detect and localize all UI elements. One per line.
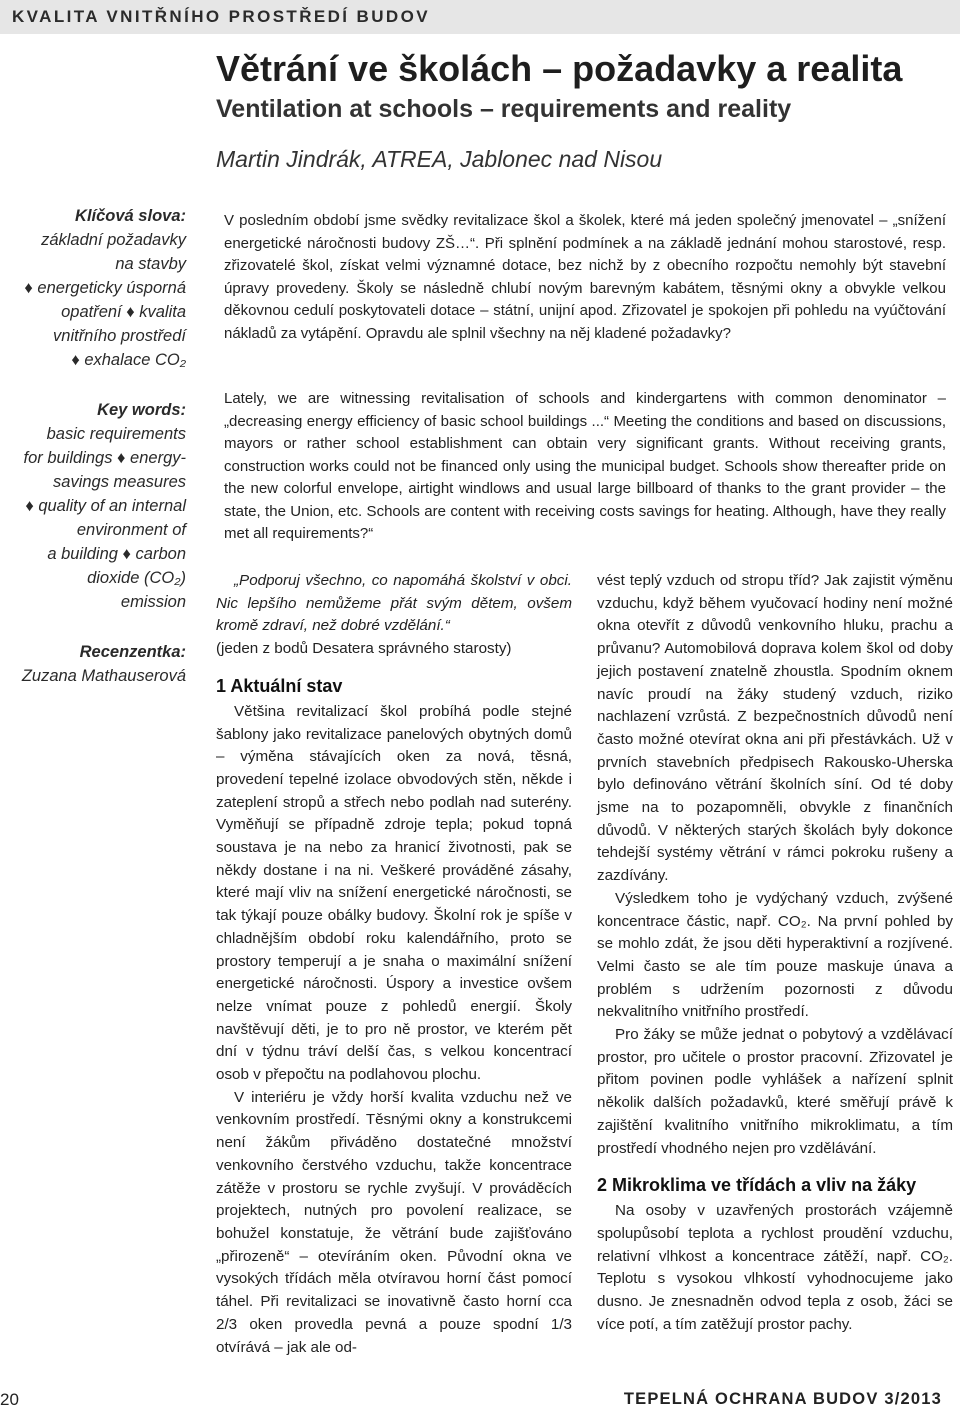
keyword-line: vnitřního prostředí (53, 327, 186, 345)
keyword-line: environment of (76, 521, 186, 539)
article-author: Martin Jindrák, ATREA, Jablonec nad Nisou (216, 146, 663, 172)
keywords-cz (0, 204, 186, 372)
keyword-line: ♦ exhalace CO₂ (71, 351, 186, 369)
keywords-en (0, 398, 186, 614)
article-title-en: Ventilation at schools – requirements and reality (216, 95, 792, 123)
paragraph: Pro žáky se může jednat o pobytový a vzdělávací prostor, pro učitele o prostor pracovní. Zřizovatel je přitom povinen podle vyhlášek a nařízení splnit několik dalších požadavků, které směřují právě k zajištění kvalitního vnitřního mikroklimatu, a tím prostředí vhodného nejen pro vzdělávání. (597, 1026, 953, 1157)
keyword-line: základní požadavky (41, 231, 186, 249)
reviewer-heading: Recenzentka: (79, 643, 186, 661)
keyword-line: na stavby (115, 255, 186, 273)
motto-quote: „Podporuj všechno, co napomáhá školství v obci. Nic lepšího nemůžeme přát svým dětem, ovšem kromě zdraví, než dobré vzdělání.“ (216, 572, 572, 635)
section-heading-1: 1 Aktuální stav (216, 675, 343, 696)
page-number: 20 (0, 1390, 19, 1409)
keyword-line: basic requirements (46, 425, 186, 443)
paragraph: Výsledkem toho je vydýchaný vzduch, zvýšené koncentrace částic, např. CO₂. Na první pohled by se mohlo zdát, že jsou děti hyperaktivní a rozjívené. Velmi často se ale tím pouze maskuje únava a problém s udržením pozornosti z důvodu nekvalitního vnitřního prostředí. (597, 889, 953, 1021)
keyword-line: emission (120, 593, 186, 611)
keywords-en-heading: Key words: (97, 401, 186, 419)
paragraph: Na osoby v uzavřených prostorách vzájemně spolupůsobí teplota a rychlost proudění vzduchu, relativní vlhkost a koncentrace zátěží, např. CO₂. Teplotu s vysokou vlhkostí vyhodnocujeme jako dusno. Je znesnadněn odvod tepla z osob, žáci se více potí, a tím zatěžují prostor pachy. (597, 1202, 953, 1333)
reviewer-name: Zuzana Mathauserová (21, 667, 186, 685)
keyword-line: for buildings ♦ energy- (23, 449, 186, 467)
keyword-line: a building ♦ carbon (47, 545, 186, 563)
keywords-cz-heading: Klíčová slova: (75, 207, 186, 225)
section-title: KVALITA VNITŘNÍHO PROSTŘEDÍ BUDOV (12, 7, 430, 26)
paragraph: vést teplý vzduch od stropu tříd? Jak zajistit výměnu vzduchu, když během vyučovací hodiny není možné okna otevřít z důvodů venkovního hluku, prachu a průvanu? Automobilová doprava kolem škol od doby jejich postavení znatelně zhoustla. Spodním oknem navíc proudí na žáky studený vzduch, riziko nachlazení vzrůstá. Z bezpečnostních důvodů není často možné otevírat okna ani při přestávkách. Už v prvních stavebních předpisech Rakousko-Uherska bylo definováno větrání školních síní. Od té doby jsme na to pozapomněli, obvykle z finančních důvodů. V některých starých školách byly dokonce tehdejší systémy větrání v rámci pokroku rušeny a zazdívány. (597, 572, 953, 885)
keyword-line: ♦ quality of an internal (25, 497, 186, 515)
motto-source: (jeden z bodů Desatera správného starosty) (216, 640, 512, 658)
keyword-line: opatření ♦ kvalita (61, 303, 186, 321)
abstract-en: Lately, we are witnessing revitalisation of schools and kindergartens with common denominator – „decreasing energy efficiency of basic school buildings ...“ Meeting the conditions and based on discussions, mayors or rather school establishment can obtain very significant grants. Without receiving grants, construction works could not be financed only using the municipal budget. Schools show thereafter pride on the new colorful envelope, airtight windlows and usual large billboard of thanks to the grant provider – the state, the Union, etc. Schools are content with receiving costs savings for heating. Although, have they really met all requirements?“ (224, 390, 946, 542)
keyword-line: savings measures (53, 473, 186, 491)
reviewer (0, 640, 186, 688)
article-title-cz: Větrání ve školách – požadavky a realita (216, 48, 903, 89)
left-column (216, 570, 572, 1359)
keyword-line: dioxide (CO₂) (87, 569, 186, 587)
right-column (597, 570, 953, 1337)
paragraph: Většina revitalizací škol probíhá podle stejné šablony jako revitalizace panelových obytných domů – výměna stávajících oken za nová, těsná, provedení tepelné izolace obvodových stěn, někde i zateplení stropů a střech nebo podlah nad suterény. Vyměňují se případně zdroje tepla; pokud topná soustava je na nebo za hranicí životnosti, pak se někdy dostane i na ni. Veškeré prováděné zásahy, které mají vliv na snížení energetické náročnosti, se tak týkají pouze obálky budovy. Školní rok je spíše v chladnějším období roku kalendářního, proto se prostory temperují a je snaha o maximální snížení energetické náročnosti. Úspory a investice ovšem nelze vnímat pouze z pohledů energií. Školy navštěvují děti, je to pro ně prostor, ve kterém pět dní v týdnu tráví delší čas, s velkou koncentrací osob v přepočtu na podlahovou plochu. (216, 702, 572, 1084)
section-header-band (0, 0, 960, 34)
journal-name: TEPELNÁ OCHRANA BUDOV 3/2013 (623, 1390, 942, 1408)
abstract-cz: V posledním období jsme svědky revitalizace škol a školek, které má jeden společný jmenovatel – „snížení energetické náročnosti budovy ZŠ…“. Při splnění podmínek a na základě jednání mohou starostové, resp. zřizovatelé škol, získat velmi významné dotace, bez nichž by z obecního rozpočtu nemohly být stavební úpravy provedeny. Školy se následně chlubí novým barevným kabátem, těsnými okny a obvykle velkou děkovnou cedulí poskytovateli dotace – státní, unijní apod. Zřizovatel je spokojen při pohledu na vyúčtování nákladů za vytápění. Opravdu ale splnil všechny na něj kladené požadavky? (224, 212, 946, 342)
paragraph: V interiéru je vždy horší kvalita vzduchu než ve venkovním prostředí. Těsnými okny a konstrukcemi není žákům přiváděno dostatečné množství venkovního čerstvého vzduchu, takže koncentrace zátěže v prostoru se rychle zvyšují. V prováděcích projektech, nutných pro povolení realizace, se bohužel konstatuje, že větrání bude zajišťováno „přirozeně“ – otevíráním oken. Původní okna ve vysokých třídách měla otvíravou horní část pomocí táhel. Při revitalizaci se inovativně často horní cca 2/3 oken provedla pevná a pouze spodní 1/3 otvírává – jak ale od- (216, 1088, 572, 1356)
section-heading-2: 2 Mikroklima ve třídách a vliv na žáky (597, 1175, 917, 1196)
keyword-line: ♦ energeticky úsporná (24, 279, 186, 297)
